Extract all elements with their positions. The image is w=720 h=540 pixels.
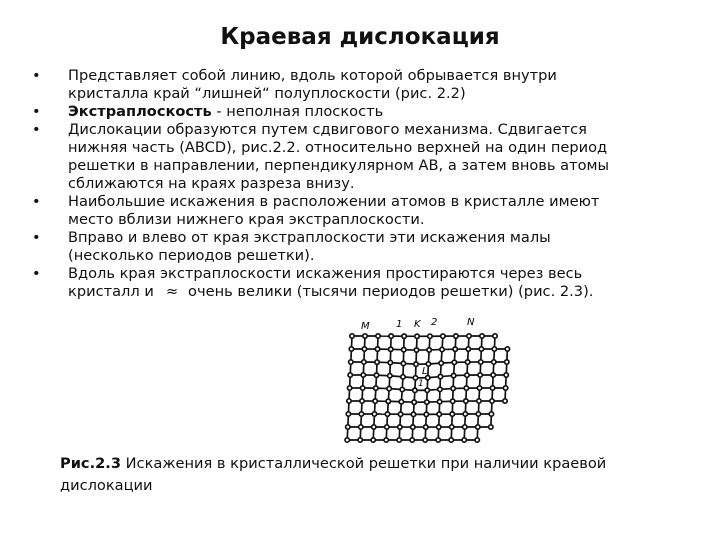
lattice-atom: [479, 347, 483, 351]
lattice-atom: [437, 425, 441, 429]
lattice-atom: [387, 386, 391, 390]
lattice-atom: [480, 334, 484, 338]
lattice-atom: [361, 373, 365, 377]
caption-text: Искажения в кристаллической решетки при наличии краевой: [120, 455, 607, 472]
lattice-grid: [345, 334, 510, 442]
lattice-atom: [385, 425, 389, 429]
bullet-item: [30, 121, 670, 193]
bullet-line: Представляет собой линию, вдоль которой обрывается внутри: [68, 67, 557, 84]
lattice-atom: [463, 425, 467, 429]
lattice-atom: [413, 388, 417, 392]
lattice-atom: [451, 386, 455, 390]
lattice-atom: [362, 360, 366, 364]
lattice-atom: [347, 386, 351, 390]
lattice-atom: [467, 334, 471, 338]
lattice-atom: [478, 373, 482, 377]
lattice-atom: [503, 399, 507, 403]
lattice-atom: [451, 399, 455, 403]
lattice-atom: [490, 399, 494, 403]
bullet-marker: •: [32, 265, 41, 282]
lattice-atom: [401, 361, 405, 365]
lattice-atom: [490, 386, 494, 390]
lattice-atom: [388, 360, 392, 364]
lattice-atom: [451, 373, 455, 377]
lattice-atom: [489, 425, 493, 429]
lattice-atom: [477, 399, 481, 403]
lattice-atom: [439, 361, 443, 365]
label-2: 2: [431, 317, 438, 328]
lattice-atom: [414, 348, 418, 352]
lattice-atom: [375, 347, 379, 351]
lattice-atom: [362, 347, 366, 351]
lattice-atom: [400, 387, 404, 391]
lattice-atom: [424, 412, 428, 416]
caption-label: Рис.2.3: [60, 455, 121, 472]
bullet-marker: •: [32, 121, 41, 138]
lattice-atom: [401, 375, 405, 379]
lattice-atom: [386, 399, 390, 403]
lattice-atom: [425, 400, 429, 404]
lattice-atom: [384, 438, 388, 442]
lattice-atom: [476, 412, 480, 416]
bullet-line: Вдоль края экстраплоскости искажения простираются через весь: [68, 265, 583, 282]
lattice-atom: [348, 373, 352, 377]
lattice-atom: [504, 373, 508, 377]
lattice-atom: [503, 386, 507, 390]
lattice-atom: [347, 399, 351, 403]
lattice-atom: [462, 438, 466, 442]
bullet-item: [30, 265, 670, 301]
lattice-atom: [464, 386, 468, 390]
bullet-item: [30, 103, 670, 121]
lattice-atom: [464, 399, 468, 403]
bullet-line: решетки в направлении, перпендикулярном AB, а затем вновь атомы: [68, 157, 610, 174]
lattice-atom: [441, 334, 445, 338]
lattice-atom: [402, 348, 406, 352]
lattice-atom: [363, 334, 367, 338]
lattice-atom: [493, 334, 497, 338]
bullet-list: [30, 67, 670, 301]
lattice-atom: [374, 373, 378, 377]
lattice-atom: [411, 412, 415, 416]
lattice-atom: [489, 412, 493, 416]
lattice-atom: [425, 388, 429, 392]
lattice-atom: [349, 347, 353, 351]
lattice-atom: [492, 347, 496, 351]
lattice-atom: [346, 412, 350, 416]
bullet-line: нижняя часть (ABCD), рис.2.2. относительно верхней на один период: [68, 139, 608, 156]
bullet-marker: •: [32, 193, 41, 210]
lattice-atom: [350, 334, 354, 338]
lattice-atom: [414, 362, 418, 366]
bullet-line: - неполная плоскость: [211, 103, 384, 120]
lattice-atom: [359, 425, 363, 429]
bullet-line: Дислокации образуются путем сдвигового механизма. Сдвигается: [68, 121, 587, 138]
lattice-atom: [375, 360, 379, 364]
lattice-atom: [385, 412, 389, 416]
lattice-atom: [410, 438, 414, 442]
lattice-atom: [346, 425, 350, 429]
lattice-atom: [465, 373, 469, 377]
lattice-atom: [360, 399, 364, 403]
lattice-atom: [450, 425, 454, 429]
lattice-atom: [389, 334, 393, 338]
lattice-atom: [463, 412, 467, 416]
bullet-line: место вблизи нижнего края экстраплоскости.: [68, 211, 425, 228]
lattice-atom: [476, 425, 480, 429]
bullet-item: [30, 229, 670, 265]
bullet-marker: •: [32, 229, 41, 246]
bullet-line: кристалла край “лишней“ полуплоскости (рис. 2.2): [68, 85, 466, 102]
lattice-atom: [373, 399, 377, 403]
lattice-atom: [372, 425, 376, 429]
lattice-atom: [440, 347, 444, 351]
lattice-atom: [436, 438, 440, 442]
label-m: M: [361, 321, 370, 332]
label-1: 1: [396, 319, 403, 330]
lattice-atom: [388, 374, 392, 378]
crystal-lattice-figure: [340, 316, 520, 446]
lattice-atom: [402, 334, 406, 338]
lattice-atom: [466, 347, 470, 351]
lattice-atom: [479, 360, 483, 364]
label-n: N: [467, 317, 475, 328]
label-k: K: [414, 319, 421, 330]
lattice-atom: [437, 399, 441, 403]
bullet-item: [30, 67, 670, 103]
lattice-atom: [359, 412, 363, 416]
caption-text-line2: дислокации: [60, 477, 153, 494]
lattice-atom: [438, 387, 442, 391]
lattice-atom: [454, 334, 458, 338]
lattice-atom: [345, 438, 349, 442]
lattice-atom: [423, 438, 427, 442]
bullet-marker: •: [32, 103, 41, 120]
lattice-atom: [505, 347, 509, 351]
lattice-atom: [399, 400, 403, 404]
lattice-atom: [465, 360, 469, 364]
lattice-atom: [374, 386, 378, 390]
bullet-line: (несколько периодов решетки).: [68, 247, 315, 264]
bullet-line: Наибольшие искажения в расположении атомов в кристалле имеют: [68, 193, 600, 210]
lattice-atom: [450, 412, 454, 416]
lattice-atom: [424, 425, 428, 429]
lattice-atom: [415, 334, 419, 338]
approx-symbol: ≈: [165, 283, 179, 300]
term-extraplane: Экстраплоскость: [68, 103, 212, 120]
figure-caption: [60, 453, 680, 497]
lattice-atom: [505, 360, 509, 364]
lattice-atom: [428, 334, 432, 338]
lattice-atom: [360, 386, 364, 390]
lattice-atom: [398, 425, 402, 429]
bullet-marker: •: [32, 67, 41, 84]
lattice-atom: [452, 360, 456, 364]
lattice-atom: [411, 425, 415, 429]
lattice-atom: [492, 360, 496, 364]
lattice-atom: [412, 400, 416, 404]
lattice-atom: [388, 347, 392, 351]
lattice-atom: [371, 438, 375, 442]
lattice-atom: [358, 438, 362, 442]
bullet-line: очень велики (тысячи периодов решетки) (рис. 2.3).: [188, 283, 594, 300]
bullet-line: кристалл и: [68, 283, 154, 300]
label-1-lower: 1: [418, 379, 424, 389]
bullet-line: сближаются на краях разреза внизу.: [68, 175, 355, 192]
lattice-atom: [438, 374, 442, 378]
lattice-atom: [449, 438, 453, 442]
bullet-item: [30, 193, 670, 229]
bullet-line: Вправо и влево от края экстраплоскости эти искажения малы: [68, 229, 551, 246]
lattice-atom: [491, 373, 495, 377]
lattice-atom: [427, 348, 431, 352]
lattice-atom: [372, 412, 376, 416]
lattice-atom: [475, 438, 479, 442]
label-l: L: [422, 366, 428, 377]
lattice-atom: [376, 334, 380, 338]
lattice-atom: [398, 412, 402, 416]
lattice-atom: [437, 412, 441, 416]
lattice-atom: [349, 360, 353, 364]
lattice-atom: [477, 386, 481, 390]
page-title: Краевая дислокация: [220, 24, 500, 50]
lattice-atom: [397, 438, 401, 442]
lattice-atom: [453, 347, 457, 351]
